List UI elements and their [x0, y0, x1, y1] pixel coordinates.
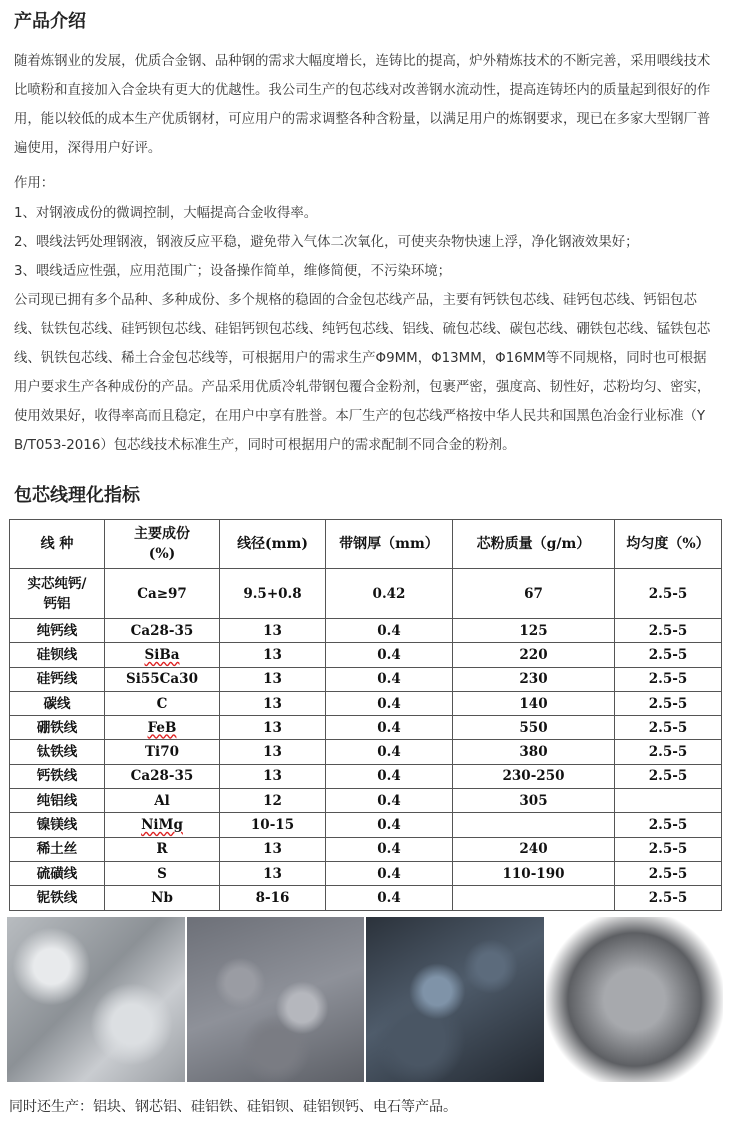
spec-cell: [220, 667, 326, 691]
spec-cell-text: 钛铁线: [36, 744, 78, 761]
spec-cell-text: 铌铁线: [36, 889, 78, 906]
spec-cell-text: Ca28-35: [130, 768, 194, 785]
spec-cell: [10, 716, 105, 740]
intro-paragraph: 随着炼钢业的发展，优质合金钢、品种钢的需求大幅度增长，连铸比的提高，炉外精炼技术的不断完善，采用喂线技术比喷粉和直接加入合金块有更大的优越性。我公司生产的包芯线对改善钢水流动性，提高连铸坯内的质量起到很好的作用，能以较低的成本生产优质钢材，可应用户的需求调整各种含粉量，以满足用户的炼钢要求，现已在多家大型钢厂普遍使用，深得用户好评。: [14, 54, 711, 156]
spec-cell-text: 纯钙线: [36, 622, 78, 639]
spec-cell-text: 0.4: [377, 671, 401, 688]
spec-cell-text: 13: [263, 841, 282, 858]
photo-3-label: [366, 917, 367, 918]
spec-cell: [220, 716, 326, 740]
spec-cell-text: Si55Ca30: [126, 671, 198, 688]
spec-cell-text: 305: [519, 792, 548, 809]
spec-table-row: [10, 569, 722, 619]
photo-2-label: [187, 917, 188, 918]
spec-cell-text: 13: [263, 744, 282, 761]
spec-cell-text: Ca≥97: [137, 585, 187, 602]
spec-cell-text: 稀土丝: [36, 841, 78, 858]
spec-cell-text: 2.5-5: [648, 817, 688, 834]
spec-cell-text: 0.4: [377, 695, 401, 712]
spec-cell: [326, 886, 453, 910]
spec-cell: [615, 886, 722, 910]
spec-cell: [10, 569, 105, 619]
spec-cell: [220, 764, 326, 788]
spec-cell: [326, 764, 453, 788]
spec-cell-text: 10-15: [250, 817, 295, 834]
product-photo-3: [366, 917, 544, 1082]
spec-cell-text: 220: [519, 646, 548, 663]
spec-cell-text: 230: [519, 671, 548, 688]
spec-cell-text: 140: [519, 695, 548, 712]
spec-cell-text: 0.4: [377, 817, 401, 834]
spec-cell: [453, 619, 615, 643]
spec-cell: [453, 764, 615, 788]
spec-cell-text: 2.5-5: [648, 719, 688, 736]
spec-cell-text: R: [156, 841, 168, 858]
spec-table-row: [10, 716, 722, 740]
spec-cell: [453, 667, 615, 691]
spec-cell-text: 550: [519, 719, 548, 736]
spec-table-row: [10, 643, 722, 667]
spec-cell-text: 9.5+0.8: [243, 585, 302, 602]
spec-cell-text: 2.5-5: [648, 841, 688, 858]
spec-cell-text: 13: [263, 695, 282, 712]
spec-cell: [220, 691, 326, 715]
spec-cell: [326, 789, 453, 813]
spec-cell-text: C: [156, 695, 168, 712]
spec-cell-text: 13: [263, 865, 282, 882]
spec-cell: [615, 740, 722, 764]
spec-cell: [615, 716, 722, 740]
spec-cell-text: 230-250: [502, 768, 565, 785]
spec-cell: [105, 691, 220, 715]
spec-cell: [220, 643, 326, 667]
spec-cell-text: 0.4: [377, 841, 401, 858]
spec-cell: [105, 837, 220, 861]
spec-table-row: [10, 813, 722, 837]
spec-table-body: [10, 569, 722, 911]
spec-cell: [10, 643, 105, 667]
spec-cell: [453, 691, 615, 715]
spec-cell: [105, 569, 220, 619]
spec-cell: [453, 861, 615, 885]
spec-cell-text: 13: [263, 671, 282, 688]
photo-4-label: [546, 917, 547, 918]
spec-cell-text: 0.4: [377, 768, 401, 785]
spec-cell: [615, 837, 722, 861]
spec-cell: [220, 740, 326, 764]
spec-cell: [10, 813, 105, 837]
spec-cell: [10, 837, 105, 861]
spec-cell: [326, 569, 453, 619]
spec-cell: [105, 619, 220, 643]
spec-cell-text: 0.4: [377, 622, 401, 639]
spec-cell-text: 镍镁线: [36, 817, 78, 834]
spec-cell-text: SiBa: [144, 646, 180, 663]
spec-cell: [10, 691, 105, 715]
spec-cell-text: 0.4: [377, 744, 401, 761]
spec-cell-text: 硅钙线: [36, 671, 78, 688]
spec-cell-text: 2.5-5: [648, 646, 688, 663]
spec-cell-text: 13: [263, 646, 282, 663]
spec-cell: [453, 886, 615, 910]
spec-cell: [105, 643, 220, 667]
spec-cell-text: 2.5-5: [648, 889, 688, 906]
spec-cell-text: 2.5-5: [648, 671, 688, 688]
spec-cell: [326, 716, 453, 740]
spec-cell: [453, 716, 615, 740]
spec-cell: [615, 667, 722, 691]
spec-cell: [220, 619, 326, 643]
spec-cell-text: Ti70: [145, 744, 179, 761]
spec-cell-text: 硅钡线: [36, 646, 78, 663]
also-produce-note: 同时还生产：铝块、钢芯铝、硅铝铁、硅铝钡、硅铝钡钙、电石等产品。: [9, 1099, 457, 1115]
company-paragraph: 公司现已拥有多个品种、多种成份、多个规格的稳固的合金包芯线产品，主要有钙铁包芯线、硅钙包芯线、钙铝包芯线、钛铁包芯线、硅钙钡包芯线、硅铝钙钡包芯线、纯钙包芯线、铝线、硫包芯线、碳包芯线、硼铁包芯线、锰铁包芯线、钒铁包芯线、稀土合金包芯线等，可根据用户的需求生产Φ9MM，Φ13MM，Φ16MM等不同规格，同时也可根据用户要求生产各种成份的产品。产品采用优质冷轧带钢包覆合金粉剂，包裹严密，强度高、韧性好，芯粉均匀、密实，使用效果好，收得率高而且稳定，在用户中享有胜誉。本厂生产的包芯线严格按中华人民共和国黑色冶金行业标准（YB/T053-2016）包芯线技术标准生产，同时可根据用户的需求配制不同合金的粉剂。: [14, 293, 711, 453]
spec-cell: [453, 813, 615, 837]
spec-cell: [453, 837, 615, 861]
spec-cell-text: 13: [263, 719, 282, 736]
spec-cell-text: 0.42: [372, 585, 406, 602]
spec-cell-text: Ca28-35: [130, 622, 194, 639]
spec-cell: [615, 691, 722, 715]
spec-cell: [326, 619, 453, 643]
spec-cell: [10, 619, 105, 643]
spec-cell: [615, 764, 722, 788]
spec-cell-text: 12: [263, 792, 282, 809]
spec-cell: [326, 691, 453, 715]
spec-cell-text: 2.5-5: [648, 865, 688, 882]
spec-cell: [615, 813, 722, 837]
spec-cell: [105, 764, 220, 788]
spec-table-row: [10, 691, 722, 715]
spec-cell-text: S: [157, 865, 167, 882]
product-photo-1: [7, 917, 185, 1082]
spec-cell-text: 0.4: [377, 792, 401, 809]
spec-cell-text: 碳线: [43, 695, 71, 712]
spec-cell: [105, 667, 220, 691]
spec-cell: [105, 813, 220, 837]
spec-header-cell: 芯粉质量（g/m）: [453, 520, 615, 569]
spec-cell: [105, 740, 220, 764]
spec-cell: [105, 886, 220, 910]
spec-cell-text: 2.5-5: [648, 768, 688, 785]
spec-cell: [10, 861, 105, 885]
product-photo-strip: [7, 917, 723, 1082]
spec-header-cell: 带钢厚（mm）: [326, 520, 453, 569]
spec-table-row: [10, 886, 722, 910]
spec-table-row: [10, 667, 722, 691]
spec-cell: [10, 886, 105, 910]
product-intro-title: 产品介绍: [14, 11, 86, 32]
spec-cell-text: 0.4: [377, 889, 401, 906]
usage-item-3: 3、喂线适应性强，应用范围广；设备操作简单，维修简便，不污染环境；: [14, 264, 452, 279]
usage-label: 作用：: [14, 176, 55, 191]
spec-cell-text: 110-190: [502, 865, 565, 882]
product-photo-4: [546, 917, 724, 1082]
spec-cell: [326, 667, 453, 691]
spec-cell: [326, 813, 453, 837]
spec-cell: [326, 837, 453, 861]
spec-cell: [220, 886, 326, 910]
spec-cell-text: 67: [524, 585, 543, 602]
usage-item-2: 2、喂线法钙处理钢液，钢液反应平稳，避免带入气体二次氧化，可使夹杂物快速上浮，净化钢液效果好；: [14, 235, 639, 250]
spec-cell: [326, 861, 453, 885]
spec-table-row: [10, 837, 722, 861]
spec-cell-text: 实芯纯钙/ 钙铝: [27, 575, 87, 612]
spec-cell: [453, 740, 615, 764]
spec-header-cell: 主要成份 (%): [105, 520, 220, 569]
spec-cell-text: 2.5-5: [648, 744, 688, 761]
spec-cell: [220, 569, 326, 619]
spec-cell: [105, 861, 220, 885]
spec-cell: [453, 569, 615, 619]
spec-cell: [10, 667, 105, 691]
spec-cell: [10, 789, 105, 813]
spec-cell: [453, 789, 615, 813]
spec-cell-text: 钙铁线: [36, 768, 78, 785]
spec-cell-text: 2.5-5: [648, 695, 688, 712]
spec-cell-text: 13: [263, 768, 282, 785]
spec-table-header-row: [10, 520, 722, 569]
spec-header-cell: 线径(mm): [220, 520, 326, 569]
usage-item-1: 1、对钢液成份的微调控制，大幅提高合金收得率。: [14, 206, 318, 221]
spec-cell-text: 硫磺线: [36, 865, 78, 882]
spec-cell: [615, 619, 722, 643]
spec-section-title: 包芯线理化指标: [14, 485, 140, 506]
spec-cell: [105, 789, 220, 813]
spec-cell: [326, 643, 453, 667]
spec-cell: [220, 861, 326, 885]
spec-cell-text: Al: [154, 792, 170, 809]
spec-cell: [615, 569, 722, 619]
spec-cell-text: 125: [519, 622, 548, 639]
spec-cell: [220, 813, 326, 837]
photo-1-label: [7, 917, 8, 918]
spec-cell: [220, 837, 326, 861]
spec-cell-text: 纯铝线: [36, 792, 78, 809]
spec-cell-text: 240: [519, 841, 548, 858]
spec-cell: [220, 789, 326, 813]
spec-cell-text: 8-16: [255, 889, 290, 906]
spec-cell-text: 硼铁线: [36, 719, 78, 736]
spec-cell-text: FeB: [147, 719, 177, 736]
spec-cell: [326, 740, 453, 764]
spec-cell: [615, 789, 722, 813]
spec-table-row: [10, 740, 722, 764]
spec-table-row: [10, 789, 722, 813]
spec-table-row: [10, 861, 722, 885]
spec-cell: [615, 861, 722, 885]
spec-header-cell: 均匀度（%）: [615, 520, 722, 569]
spec-cell-text: 2.5-5: [648, 622, 688, 639]
product-photo-2: [187, 917, 365, 1082]
spec-cell-text: 0.4: [377, 646, 401, 663]
spec-cell: [453, 643, 615, 667]
spec-header-cell: 线 种: [10, 520, 105, 569]
spec-table: [9, 519, 722, 911]
spec-cell-text: 13: [263, 622, 282, 639]
spec-cell: [10, 764, 105, 788]
spec-cell: [10, 740, 105, 764]
spec-cell-text: 0.4: [377, 865, 401, 882]
spec-cell: [105, 716, 220, 740]
spec-table-row: [10, 619, 722, 643]
spec-cell-text: 0.4: [377, 719, 401, 736]
spec-cell-text: 380: [519, 744, 548, 761]
spec-cell-text: 2.5-5: [648, 585, 688, 602]
spec-table-row: [10, 764, 722, 788]
spec-cell-text: Nb: [151, 889, 173, 906]
spec-cell: [615, 643, 722, 667]
spec-cell-text: NiMg: [141, 817, 183, 834]
